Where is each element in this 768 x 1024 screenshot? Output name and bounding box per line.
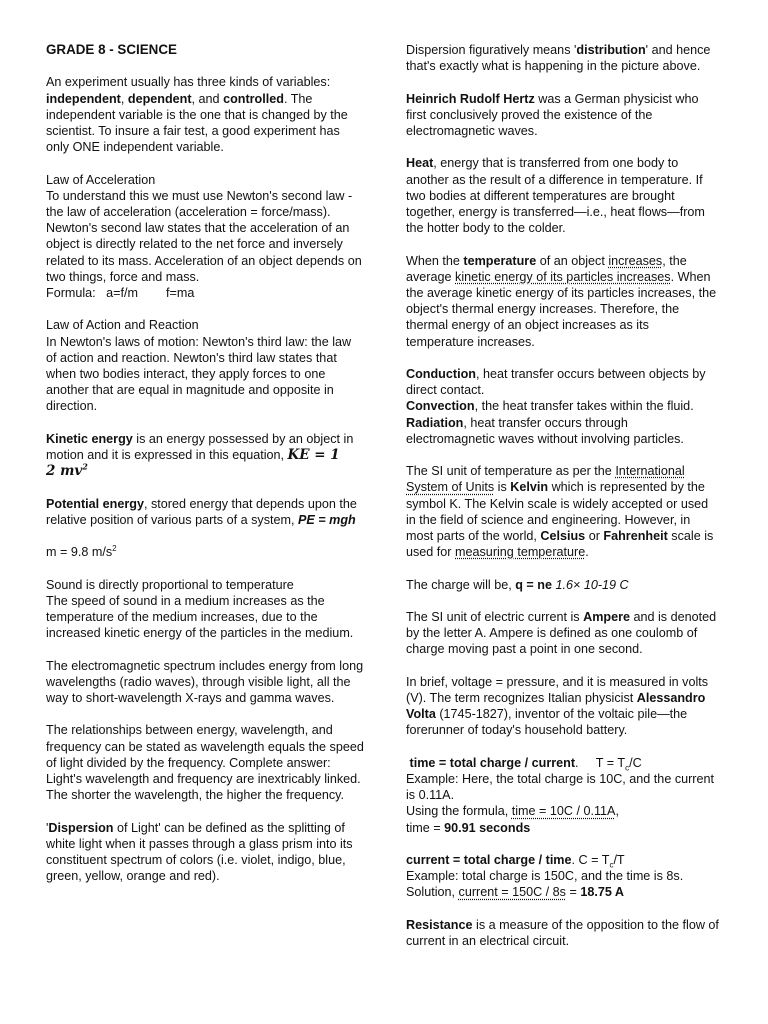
temperature-paragraph — [406, 253, 720, 350]
text: In brief, voltage = pressure, and it is measured in volts (V). The term recognizes Italian physicist — [406, 674, 709, 705]
term-fahrenheit: Fahrenheit — [603, 529, 668, 544]
text: of an object — [536, 253, 609, 268]
text: /C — [629, 755, 642, 770]
section-body: To understand this we must use Newton's second law - the law of acceleration (acceleration = force/mass). Newton's second law states that the acceleration of an object is directly related to the net force and inversely related to its mass. Acceleration of an object depends on two things, force and mass. — [46, 188, 362, 284]
equation-pe: PE = mgh — [298, 512, 356, 527]
text: . — [585, 545, 589, 560]
text: was a German physicist who first conclusively proved the existence of the electromagnetic waves. — [406, 91, 699, 138]
right-column — [406, 42, 720, 965]
term-conduction: Conduction — [406, 367, 476, 381]
equation-q: q = ne — [515, 577, 552, 592]
text: and is denoted by the letter A. Ampere is defined as one coulomb of charge moving past a point in one second. — [406, 610, 717, 657]
text: The charge will be, — [406, 577, 516, 592]
term-hertz: Heinrich Rudolf Hertz — [406, 91, 535, 106]
formula-time: time = total charge / current — [406, 755, 576, 770]
text: The SI unit of temperature as per the — [406, 464, 616, 479]
term-distribution: distribution — [576, 43, 646, 57]
resistance-paragraph — [406, 917, 720, 949]
time-formula-paragraph — [406, 755, 720, 836]
term-dispersion: Dispersion — [48, 820, 114, 835]
term-radiation: Radiation — [406, 415, 464, 430]
gravity-value — [46, 544, 364, 560]
term-temperature: temperature — [463, 253, 537, 268]
term-heat: Heat — [406, 156, 434, 171]
text: , heat transfer occurs between objects by direct contact. — [406, 367, 706, 398]
equation-part: 2 mv — [46, 463, 83, 480]
term-celsius: Celsius — [540, 529, 586, 544]
charge-value: 1.6× 10-19 C — [551, 577, 629, 592]
term-convection: Convection — [406, 399, 475, 414]
text: . C = T — [571, 853, 610, 867]
term-potential-energy: Potential energy — [46, 496, 144, 511]
term-resistance: Resistance — [406, 917, 473, 932]
text: The SI unit of electric current is — [406, 610, 584, 624]
text: or — [585, 529, 604, 544]
section-heading: Law of Acceleration — [46, 172, 156, 187]
formula-current: current = total charge / time — [406, 853, 572, 867]
text: Using the formula, — [406, 804, 512, 819]
text: ' — [46, 820, 49, 835]
equation-mv2 — [46, 463, 88, 479]
voltage-paragraph — [406, 674, 720, 739]
section-body: The speed of sound in a medium increases as the temperature of the medium increases, due to the increased kinetic energy of the particles in the medium. — [46, 593, 354, 641]
text: . When the average kinetic energy of its particles increases, the object's thermal energy increases. Therefore, the thermal energy of an object increases as its temperature increases. — [406, 269, 717, 349]
text: An experiment usually has three kinds of variables: — [46, 75, 331, 90]
text: , heat transfer occurs through electromagnetic waves without involving particles. — [406, 415, 684, 446]
result-amperes: 18.75 A — [580, 885, 624, 900]
link-increases[interactable]: increases — [608, 253, 663, 268]
text: , stored energy that depends upon the relative position of various parts of a system, — [46, 496, 357, 527]
formula: Formula: a=f/m f=ma — [46, 286, 195, 301]
sound-paragraph — [46, 577, 364, 642]
result-seconds: 90.91 seconds — [444, 820, 531, 835]
text: . The independent variable is the one that is changed by the scientist. To insure a fair test, a good experiment has only ONE independent variable. — [46, 91, 348, 155]
text: , the heat transfer takes within the fluid. — [474, 399, 694, 414]
section-heading: Sound is directly proportional to temperature — [46, 577, 294, 592]
text: Solution, — [406, 885, 459, 900]
em-spectrum-paragraph: The electromagnetic spectrum includes energy from long wavelengths (radio waves), through visible light, all the way to short-wavelength X-rays and gamma waves. — [46, 658, 364, 705]
heat-paragraph — [406, 155, 720, 236]
text: . T = T — [575, 755, 626, 770]
dispersion-meaning — [406, 42, 720, 74]
ampere-paragraph — [406, 609, 720, 658]
heat-transfer-paragraph — [406, 366, 720, 447]
text: , the average — [406, 253, 687, 284]
subscript: c — [609, 860, 614, 870]
term-independent: independent — [46, 91, 121, 106]
section-heading: Law of Action and Reaction — [46, 318, 199, 333]
link-current-calc[interactable]: current = 150C / 8s — [458, 885, 566, 900]
term-kelvin: Kelvin — [510, 480, 549, 495]
dispersion-paragraph — [46, 820, 364, 885]
term-ampere: Ampere — [583, 610, 630, 624]
link-kinetic-energy[interactable]: kinetic energy of its particles increases — [455, 269, 671, 284]
term-volta: Alessandro Volta — [406, 691, 706, 722]
text: , — [615, 804, 619, 819]
text: of Light' can be defined as the splitting of white light when it passes through a glass prism into its constituent spectrum of colors (i.e. violet, indigo, blue, green, yellow, orange and red). — [46, 820, 353, 884]
text: m = 9.8 m/s — [46, 545, 113, 560]
si-temperature-paragraph — [406, 463, 720, 560]
term-controlled: controlled — [223, 91, 284, 106]
current-formula-paragraph — [406, 852, 720, 901]
text: scale is used for — [406, 529, 714, 560]
superscript: 2 — [82, 461, 88, 472]
text: When the — [406, 253, 464, 268]
law-of-action-reaction — [46, 317, 364, 414]
potential-energy-paragraph — [46, 496, 364, 528]
wavelength-frequency-paragraph: The relationships between energy, wavelength, and frequency can be stated as wavelength equals the speed of light divided by the frequency. Complete answer: Light's wavelength and frequency are inextricably linked. The shorter the wavelength, the higher the frequency. — [46, 723, 364, 803]
text: , energy that is transferred from one body to another as the result of a difference in temperature. If two bodies at different temperatures are brought together, energy is transferred—i.e., heat flows—from the hotter body to the colder. — [406, 156, 705, 236]
text: ' and hence that's exactly what is happening in the picture above. — [406, 43, 711, 74]
charge-paragraph — [406, 577, 720, 593]
term-dependent: dependent — [127, 91, 192, 106]
law-of-acceleration — [46, 172, 364, 302]
text: /T — [613, 853, 625, 867]
link-time-calc[interactable]: time = 10C / 0.11A — [511, 804, 616, 819]
text: is an energy possessed by an object in motion and it is expressed in this equation, — [46, 431, 354, 463]
left-column — [46, 42, 364, 901]
page-title: GRADE 8 - SCIENCE — [46, 42, 177, 57]
text: is a measure of the opposition to the flow of current in an electrical circuit. — [406, 917, 719, 948]
kinetic-energy-paragraph — [46, 431, 364, 480]
text: time = — [406, 820, 445, 835]
example-line: Example: Here, the total charge is 10C, and the current is 0.11A. — [406, 772, 715, 803]
section-body: In Newton's laws of motion: Newton's third law: the law of action and reaction. Newton's third law states that when two bodies interact, they apply forces to one another that are equal in magnitude and opposite in direction. — [46, 334, 352, 414]
example-line: Example: total charge is 150C, and the time is 8s. — [406, 869, 684, 884]
term-kinetic-energy: Kinetic energy — [46, 431, 133, 446]
variables-paragraph — [46, 74, 364, 155]
hertz-paragraph — [406, 91, 720, 140]
link-measuring-temperature[interactable]: measuring temperature — [455, 545, 586, 560]
text: is — [494, 480, 511, 495]
superscript: 2 — [112, 544, 117, 554]
text: (1745-1827), inventor of the voltaic pile—the forerunner of today's household battery. — [406, 707, 688, 738]
text: which is represented by the symbol K. The Kelvin scale is widely accepted or used in the field of science and engineering. However, in most parts of the world, — [406, 480, 709, 544]
link-si-units[interactable]: International System of Units — [406, 464, 685, 495]
subscript: c — [625, 763, 630, 773]
text: Dispersion figuratively means ' — [406, 43, 577, 57]
text: , — [120, 91, 128, 106]
text: = — [565, 885, 581, 900]
text: , and — [191, 91, 224, 106]
equation-ke: KE = 1 — [287, 447, 340, 464]
